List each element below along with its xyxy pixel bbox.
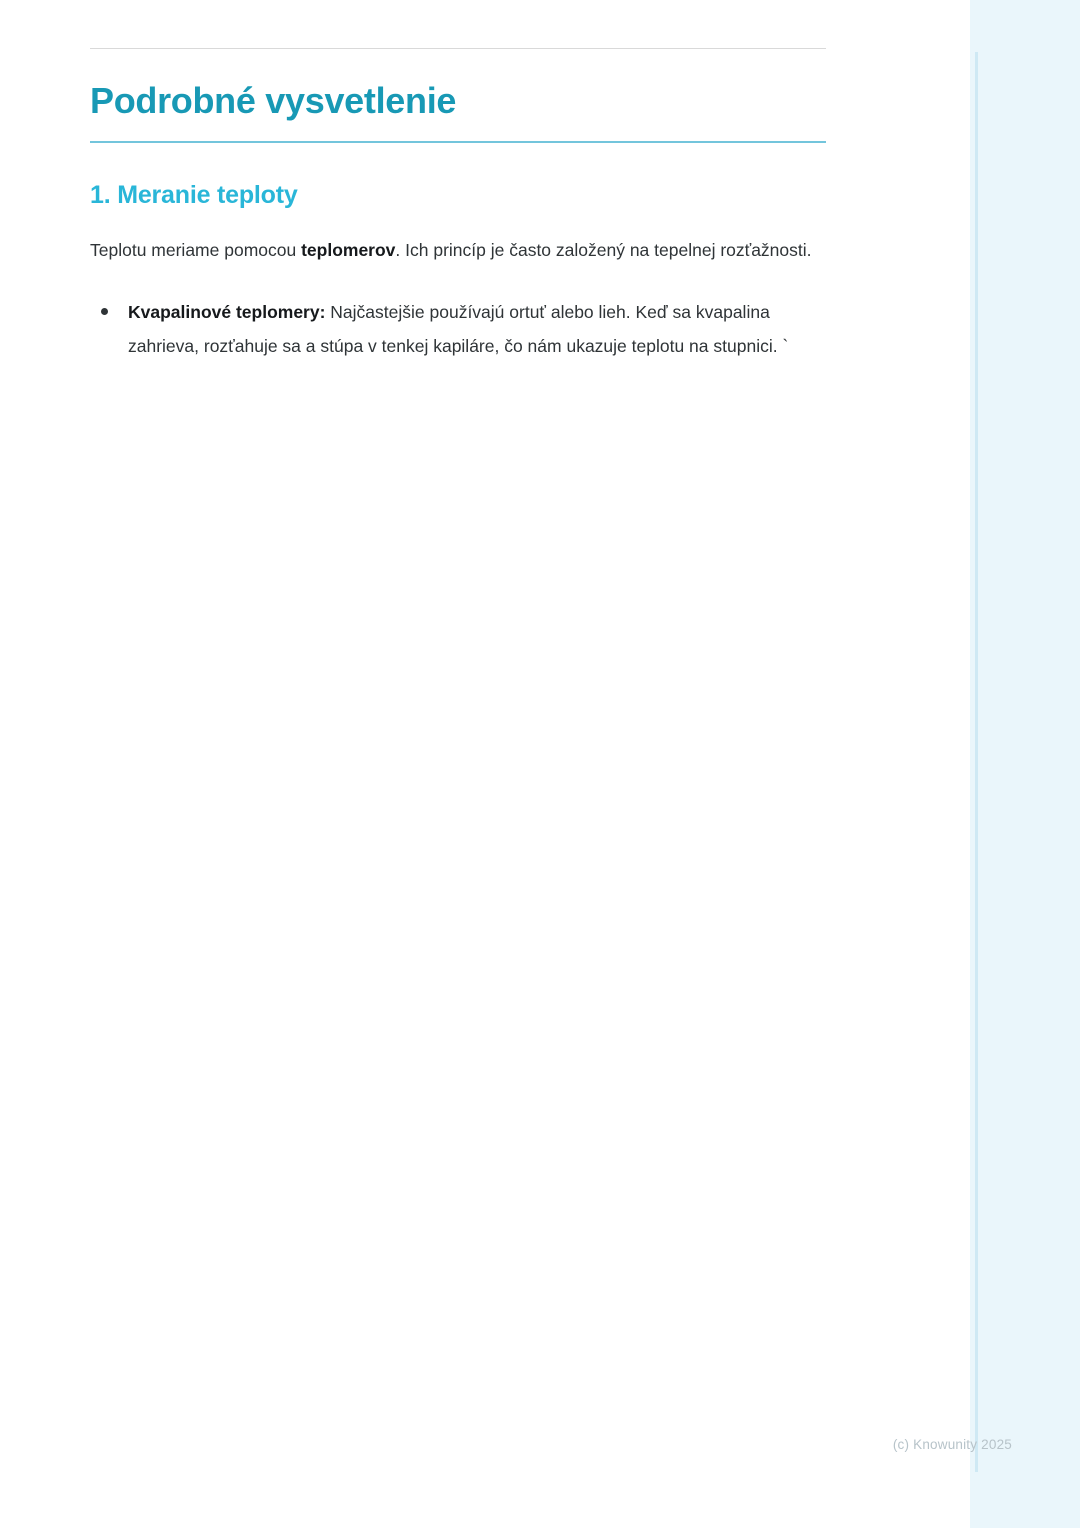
title-underline [90, 141, 826, 143]
paragraph-text-part1: Teplotu meriame pomocou [90, 240, 302, 260]
list-item [90, 295, 826, 363]
paragraph-bold-term: teplomerov [301, 240, 396, 260]
list-item-text: Najčastejšie používajú ortuť alebo lieh. Keď sa kvapalina zahrieva, rozťahuje sa a stúpa v tenkej kapiláre, čo nám ukazuje teplotu na stupnici. ` [128, 302, 789, 356]
right-side-band [970, 0, 1080, 1528]
document-content [90, 0, 826, 363]
bullet-list [90, 295, 826, 363]
page-title: Podrobné vysvetlenie [90, 80, 457, 121]
list-item-label: Kvapalinové teplomery: [128, 302, 326, 322]
section-paragraph-1 [90, 234, 826, 267]
top-divider [90, 48, 826, 49]
footer-credit: (c) Knowunity 2025 [892, 1437, 1012, 1452]
paragraph-text-part2: . Ich princíp je často založený na tepelnej rozťažnosti. [395, 240, 812, 260]
section-heading-1: 1. Meranie teploty [90, 181, 298, 209]
bullet-dot-icon [101, 308, 108, 315]
right-side-divider [975, 52, 978, 1472]
